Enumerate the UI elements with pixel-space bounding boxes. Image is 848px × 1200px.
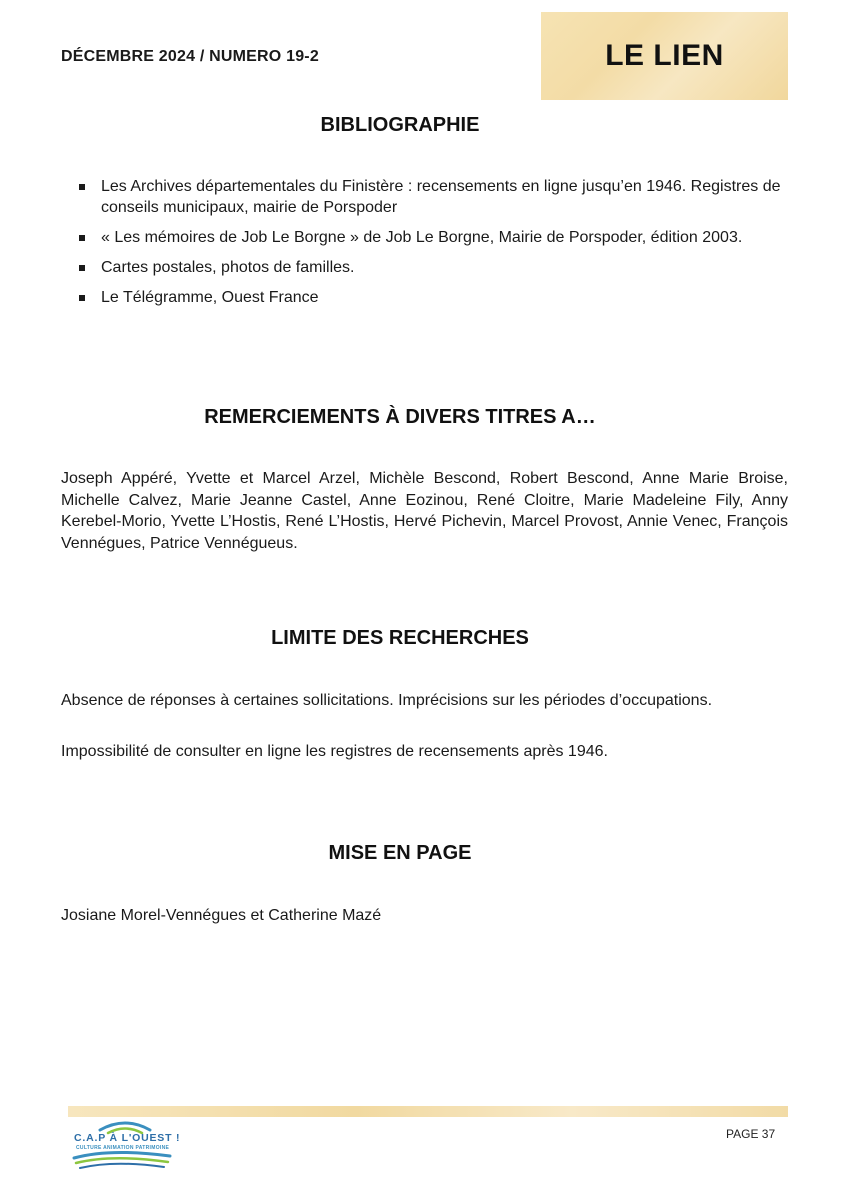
brand-title: LE LIEN (605, 39, 724, 72)
limits-paragraph-2: Impossibilité de consulter en ligne les registres de recensements après 1946. (61, 743, 608, 760)
page-number: PAGE 37 (726, 1127, 776, 1141)
list-item-text: Le Télégramme, Ouest France (101, 289, 319, 306)
square-bullet-icon (79, 265, 85, 271)
list-item (74, 257, 790, 278)
acknowledgements-text: Joseph Appéré, Yvette et Marcel Arzel, Michèle Bescond, Robert Bescond, Anne Marie Broise, Michelle Calvez, Marie Jeanne Castel, Anne Eozinou, René Cloitre, Marie Madeleine Fily, Anny Kerebel-Morio, Yvette L’Hostis, René L’Hostis, Hervé Pichevin, Marcel Provost, Annie Venec, François Vennégues, Patrice Vennégueus. (61, 470, 788, 552)
list-item-text: Cartes postales, photos de familles. (101, 259, 355, 276)
list-item (74, 287, 790, 308)
section-title-remerciements: REMERCIEMENTS À DIVERS TITRES A… (204, 406, 596, 428)
list-item-text: Les Archives départementales du Finistère : recensements en ligne jusqu’en 1946. Registres de conseils municipaux, mairie de Porspoder (101, 178, 781, 216)
brand-header-box (541, 12, 788, 100)
logo-name: C.A.P À L'OUEST ! (74, 1132, 181, 1144)
square-bullet-icon (79, 295, 85, 301)
square-bullet-icon (79, 184, 85, 190)
layout-credits-text: Josiane Morel-Vennégues et Catherine Mazé (61, 907, 382, 924)
list-item (74, 176, 790, 218)
section-title-bibliographie: BIBLIOGRAPHIE (320, 114, 480, 136)
square-bullet-icon (79, 235, 85, 241)
issue-date-number: DÉCEMBRE 2024 / NUMERO 19-2 (61, 48, 319, 65)
logo-tagline: CULTURE ANIMATION PATRIMOINE (76, 1145, 170, 1151)
bibliography-list (74, 176, 790, 317)
footer-decorative-band (68, 1106, 788, 1117)
limits-paragraph-1: Absence de réponses à certaines sollicitations. Imprécisions sur les périodes d’occupations. (61, 692, 713, 709)
list-item (74, 227, 790, 248)
cap-a-louest-logo-icon (70, 1118, 180, 1170)
list-item-text: « Les mémoires de Job Le Borgne » de Job Le Borgne, Mairie de Porspoder, édition 2003. (101, 229, 743, 246)
section-title-mise-en-page: MISE EN PAGE (328, 842, 472, 864)
section-title-limite: LIMITE DES RECHERCHES (271, 627, 529, 649)
